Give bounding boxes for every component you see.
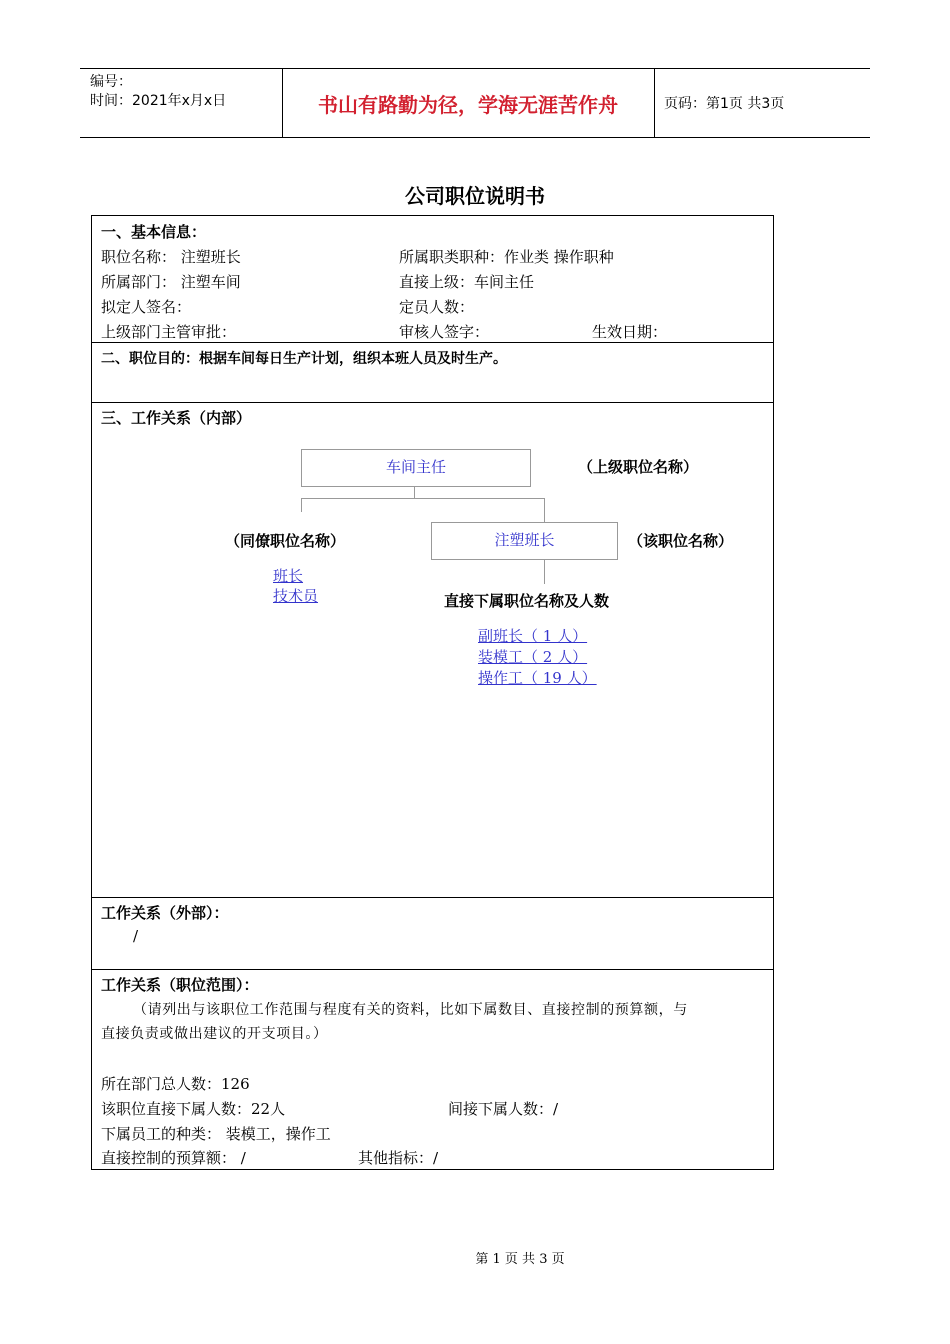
department: 所属部门： 注塑车间 <box>101 273 241 291</box>
page-header <box>80 68 870 138</box>
org-connector <box>414 487 415 499</box>
page-footer: 第 1 页 共 3 页 <box>475 1252 565 1267</box>
scope-section <box>91 969 774 1170</box>
direct-superior: 直接上级：车间主任 <box>399 273 535 291</box>
subordinate-position[interactable]: 操作工（ 19 人） <box>478 669 597 687</box>
org-connector <box>301 498 545 499</box>
direct-subordinates: 该职位直接下属人数：22人 <box>101 1100 286 1118</box>
dept-total: 所在部门总人数：126 <box>101 1075 250 1093</box>
basic-info-heading: 一、基本信息： <box>101 223 207 241</box>
position-name: 职位名称： 注塑班长 <box>101 248 241 266</box>
purpose-text: 二、职位目的：根据车间每日生产计划，组织本班人员及时生产。 <box>101 351 507 367</box>
external-relations-value: / <box>133 927 139 945</box>
external-relations-heading: 工作关系（外部）： <box>101 904 229 922</box>
scope-note-line1: （请列出与该职位工作范围与程度有关的资料，比如下属数目、直接控制的预算额，与 <box>133 1002 688 1018</box>
org-connector <box>544 498 545 523</box>
doc-time-label: 时间：2021年x月x日 <box>90 93 227 109</box>
header-meta <box>90 73 226 111</box>
reviewer-signature: 审核人签字： <box>399 323 490 341</box>
header-page-info: 页码：第1页 共3页 <box>664 96 785 112</box>
document-title: 公司职位说明书 <box>405 184 545 208</box>
doc-number-label: 编号： <box>90 74 132 90</box>
internal-relations-section <box>91 402 774 898</box>
scope-heading: 工作关系（职位范围）： <box>101 976 259 994</box>
org-self-box: 注塑班长 <box>431 522 618 560</box>
peer-tag: （同僚职位名称） <box>225 532 346 550</box>
scope-note-line2: 直接负责或做出建议的开支项目。） <box>101 1026 328 1042</box>
org-connector <box>301 498 302 512</box>
peer-position[interactable]: 班长 <box>273 567 304 585</box>
purpose-section <box>91 342 774 403</box>
headcount: 定员人数： <box>399 298 475 316</box>
budget: 直接控制的预算额： / <box>101 1149 246 1167</box>
subordinates-title: 直接下属职位名称及人数 <box>444 592 610 610</box>
header-divider <box>654 69 655 137</box>
peer-position[interactable]: 技术员 <box>273 587 319 605</box>
subordinate-types: 下属员工的种类： 装模工，操作工 <box>101 1125 331 1143</box>
self-tag: （该职位名称） <box>628 532 734 550</box>
org-superior-box: 车间主任 <box>301 449 531 487</box>
superior-tag: （上级职位名称） <box>578 458 699 476</box>
org-connector <box>544 560 545 584</box>
indirect-subordinates: 间接下属人数：/ <box>448 1100 559 1118</box>
header-motto: 书山有路勤为径，学海无涯苦作舟 <box>318 93 618 117</box>
other-metrics: 其他指标：/ <box>358 1149 439 1167</box>
drafter-signature: 拟定人签名： <box>101 298 192 316</box>
position-category: 所属职类职种：作业类 操作职种 <box>399 248 614 266</box>
subordinate-position[interactable]: 装模工（ 2 人） <box>478 648 588 666</box>
external-relations-section <box>91 897 774 970</box>
basic-info-section <box>91 215 774 343</box>
approver: 上级部门主管审批： <box>101 323 237 341</box>
effective-date: 生效日期： <box>592 323 668 341</box>
subordinate-position[interactable]: 副班长（ 1 人） <box>478 627 588 645</box>
internal-relations-heading: 三、工作关系（内部） <box>101 409 252 427</box>
